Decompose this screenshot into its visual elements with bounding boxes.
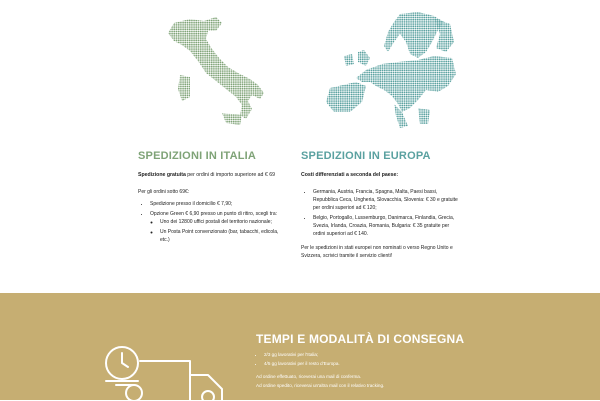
italy-options-list	[138, 200, 288, 244]
delivery-note-tracking: Ad ordine spedito, riceverai un'altra mail con il relativo tracking.	[256, 383, 385, 389]
italy-option-green: Opzione Green € 6,90 presso un punto di ritiro, scegli tra:	[150, 211, 278, 218]
italy-sub-option: ◦ Un Posta Point convenzionato (bar, tabacchi, edicola, etc.)	[160, 228, 288, 244]
europe-countries-list	[301, 188, 459, 238]
italy-intro: Per gli ordini sotto 69€:	[138, 189, 190, 196]
delivery-note-confirmation: Ad ordine effettuato, riceverai una mail di conferma.	[256, 374, 362, 380]
delivery-times-list	[256, 351, 384, 368]
europe-lead-bold: Costi differenziati a seconda del paese:	[301, 172, 399, 178]
europe-shipping-section	[301, 150, 459, 264]
italy-lead-bold: Spedizione gratuita	[138, 172, 186, 178]
italy-lead-rest: per ordini di importo superiore ad € 69	[185, 172, 275, 178]
delivery-title: TEMPI E MODALITÀ DI CONSEGNA	[256, 332, 465, 346]
delivery-time-italy: • 2/3 gg lavorativi per l'Italia;	[264, 351, 384, 360]
europe-map	[322, 12, 457, 130]
italy-shipping-title: SPEDIZIONI IN ITALIA	[138, 150, 257, 162]
europe-country-group: • Belgio, Portogallo, Lussemburgo, Danimarca, Finlandia, Grecia, Svezia, Irlanda, Croazia, Romania, Bulgaria: € 35 gratuite per ordini superiori ad € 140.	[313, 214, 459, 238]
italy-sub-options-list	[150, 218, 288, 244]
truck-clock-icon	[100, 341, 230, 401]
italy-map	[160, 15, 275, 130]
delivery-time-europe: • 4/5 gg lavorativi per il resto d'Europa.	[264, 360, 384, 369]
italy-shipping-lead	[138, 172, 288, 179]
italy-sub-option: ◦ Uno dei 12800 uffici postali del territorio nazionale;	[160, 218, 288, 226]
italy-option: • Spedizione presso il domicilio € 7,90;	[150, 200, 288, 208]
italy-shipping-section	[138, 150, 288, 246]
europe-shipping-lead	[301, 172, 459, 179]
delivery-details	[256, 351, 384, 391]
europe-country-group: • Germania, Austria, Francia, Spagna, Malta, Paesi bassi, Repubblica Ceca, Ungheria, Slovacchia, Slovenia: € 30 e gratuite per ordini superiori ad € 120;	[313, 188, 459, 212]
europe-shipping-title: SPEDIZIONI IN EUROPA	[301, 150, 431, 162]
delivery-band	[0, 293, 600, 400]
italy-option	[150, 210, 288, 244]
europe-note: Per le spedizioni in stati europei non nominati o verso Regno Unito e Svizzera, scrivici tramite il servizio clienti!	[301, 245, 453, 260]
